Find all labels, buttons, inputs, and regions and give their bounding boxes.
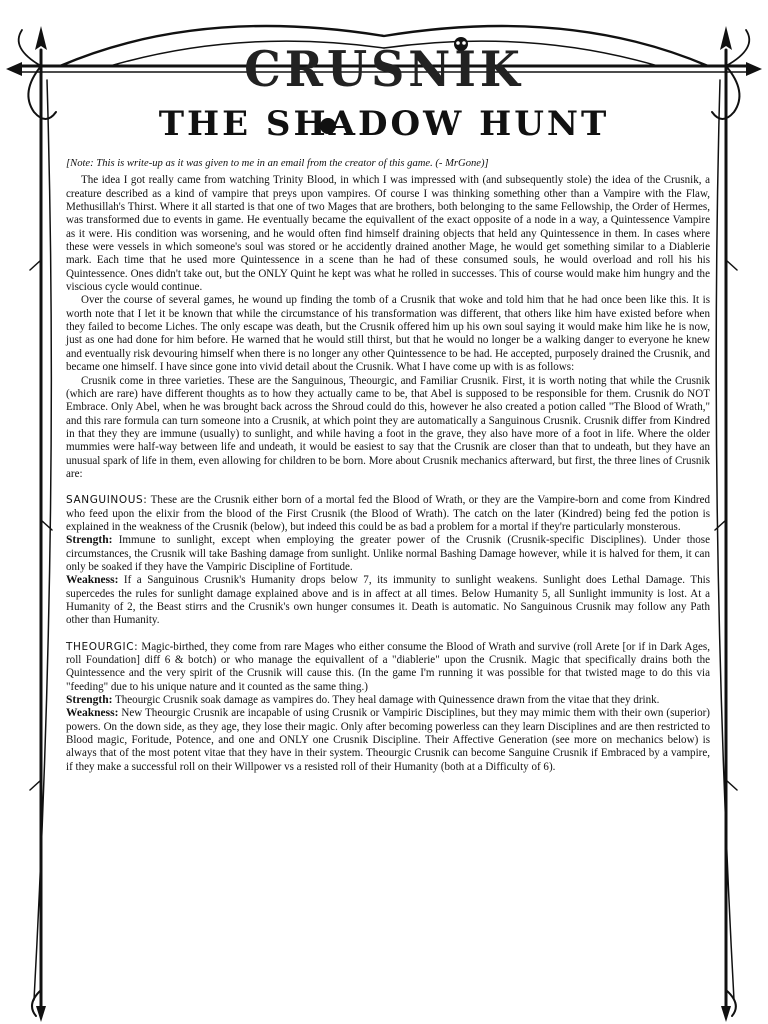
sanguinous-strength	[66, 534, 710, 574]
theourgic-weakness	[66, 707, 710, 774]
sanguinous-weakness	[66, 574, 710, 627]
sanguinous-text: These are the Crusnik either born of a mortal fed the Blood of Wrath, or they are the Vampire-born and come from Kindred who feed upon the elixir from the blood of the First Crusnik (the Blood of Wrath). The catch on the later (Kindred) being fed the potion is explained in the weakness of the Crusnik (below), but indeed this could be as bad a problem for a mortal if they're particularly monsterous.	[66, 494, 711, 533]
sanguinous-heading: SANGUINOUS:	[66, 494, 148, 507]
sanguinous-strength-text: Immune to sunlight, except when employing the greater power of the Crusnik (Crusnik-specific Disciplines). Under those circumstances, the Crusnik will take Bashing damage from sunlight. Unlike normal Bashing Damage however, while it is halved for them, it can only be soaked if they have the Vampiric Discipline of Fortitude.	[66, 534, 711, 573]
page-subtitle: THE SHADOW HUNT	[158, 104, 610, 144]
sanguinous-section	[66, 494, 710, 534]
editor-note: [Note: This is write-up as it was given to me in an email from the creator of this game. (- MrGone)]	[66, 158, 489, 169]
theourgic-text: Magic-birthed, they come from rare Mages who either consume the Blood of Wrath and survive (roll Arete [or if in Dark Ages, roll Foundation] diff 6 & botch) or who manage the equivallent of a "diablerie" upon the Crusnik. Magic that specifically drains both the Quintessence and the very spirit of the Crusnik will cause this. (In the game I'm running it was possible for that twisted mage to do this via "feeding" due to his unique nature and it counted as the same thing.)	[66, 640, 710, 693]
strength-label: Strength:	[66, 694, 113, 707]
page-title: CRUSNIK	[244, 40, 524, 98]
theourgic-section	[66, 641, 710, 694]
intro-paragraph-2: Over the course of several games, he wound up finding the tomb of a Crusnik that woke and told him that he had once been like this. It is worth note that I let it be known that while the circumstance of his transformation was different, that others like him have existed before when they failed to become Liches. The only escape was death, but the Crusnik offered him up his own soul saying it would make him like he is now, just as one had done for him before. He warned that he would still thirst, but that he would no longer be a walking danger to everyone he knew and eventually risk devouring himself when there is no longer any other Quintessence to be had. He accepted, purposely drained the Crusnik, and became one himself. I have since gone into vivid detail about the Crusnik. What I have come up with is as follows:	[66, 294, 710, 374]
theourgic-weakness-text: New Theourgic Crusnik are incapable of using Crusnik or Vampiric Disciplines, but they may mimic them with their own (superior) powers. On the down side, as they age, they lose their magic. Only after becoming powerless can they learn Disciplines and are then restricted to Blood magic, Foritude, Potence, and one and ONLY one Crusnik Discipline. Their Affective Generation (see more on mechanics below) is always that of the most potent vitae that they have in their system. Theourgic Crusnik can become Sanguine Crusnik if Embraced by a vampire, if they make a successful roll on their Willpower vs a resisted roll of their Humanity (both at a Difficulty of 6).	[66, 707, 710, 773]
theourgic-heading: THEOURGIC:	[66, 640, 139, 653]
weakness-label: Weakness:	[66, 707, 119, 720]
sanguinous-weakness-text: If a Sanguinous Crusnik's Humanity drops below 7, its immunity to sunlight weakens. Sunlight does Lethal Damage. This supercedes the rules for sunlight damage explained above and is in affect at all times. Below Humanity 5, all Sunlight immunity is lost. At a Humanity of 2, the Beast stirrs and the Crusnik's own hunger consumes it. Death is automatic. No Sanguinous Crusnik may follow any Path other than Humanity.	[66, 574, 710, 627]
document-body	[66, 157, 710, 774]
intro-paragraph-3: Crusnik come in three varieties. These are the Sanguinous, Theourgic, and Familiar Crusnik. First, it is worth noting that while the Crusnik (which are rare) have different thoughts as to how they actually came to be, that Abel is supposed to be responsible for them. Crusnik do NOT Embrace. Only Abel, when he was brought back across the Shroud could do this, however he also created a potion called "The Blood of Wrath," and this rare formula can turn someone into a Crusnik, at which point they are automatically a Sanguinous Crusnik. Crusnik differ from Kindred in that they they are immune (usually) to sunlight, and while having a foot in the grave, they also have more of a foot in life. Where the older mummies were half-way between life and undeath, it would be easiest to say that the Crusnik are closer than that to undeath, but they have an unusual spark of life in them, even allowing for children to be born. More about Crusnik mechanics afterward, but first, the three lines of Crusnik are:	[66, 374, 710, 480]
intro-paragraph-1: The idea I got really came from watching Trinity Blood, in which I was impressed with (and subsequently stole) the idea of the Crusnik, a creature described as a kind of vampire that preys upon vampires. Of course I was thinking something other than a Vampire with the Flaw, Methusillah's Thirst. Where it all started is that one of two Mages that are brothers, both belonging to the same Fellowship, the Order of Hermes, was transformed due to events in game. He eventually became the equivallent of the exact opposite of a node in a way, a Quintessence Vampire as it were. His condition was worsening, and he would often find himself draining objects that held any Quintessence in them. In cases where these were vessels in which someone's soul was stored or he accidently drained another Mage, he would get something similar to a Diablerie mark. Each time that he used more Quintessence in a scene than he had of these consumed souls, he would overload and roll his his Quintessence. Ones didn't take out, but the ONLY Quint he kept was what he rolled in successes. This of course would make him hungry and the viscious cycle would continue.	[66, 174, 710, 294]
weakness-label: Weakness:	[66, 574, 119, 587]
theourgic-strength	[66, 694, 710, 707]
theourgic-strength-text: Theourgic Crusnik soak damage as vampires do. They heal damage with Quinessence drawn from the vitae that they drink.	[115, 694, 660, 707]
strength-label: Strength:	[66, 534, 113, 547]
